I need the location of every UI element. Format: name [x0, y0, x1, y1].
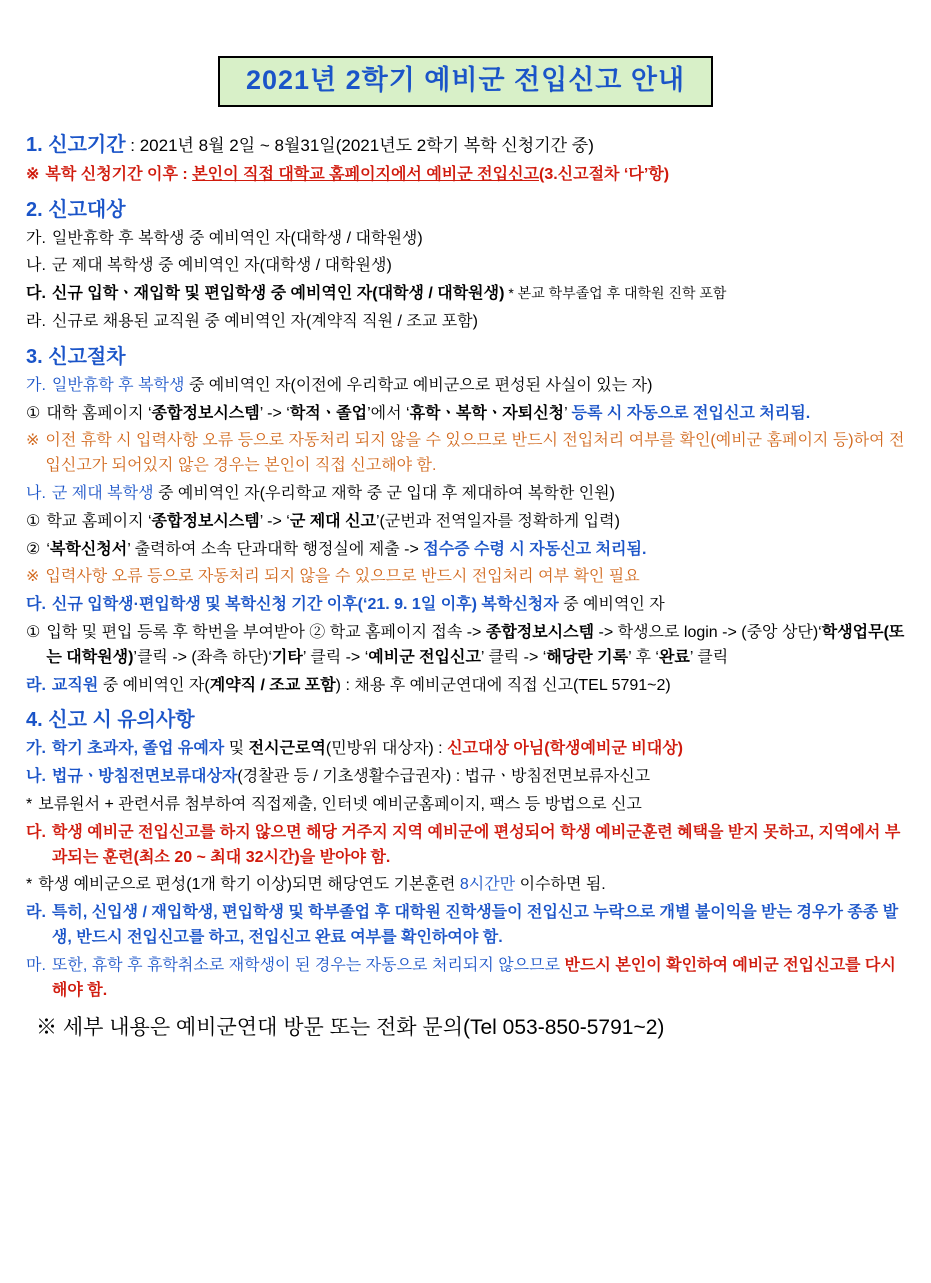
list-item [26, 254, 905, 279]
sub-item-marker: ① [26, 404, 41, 422]
text-run: 예비군 전입신고 [368, 648, 481, 666]
section-heading [26, 707, 905, 734]
text-run: ’에서 ‘ [367, 404, 410, 422]
sub-item-marker: * [26, 876, 33, 894]
section-title: 신고대상 [48, 198, 126, 221]
text-run: 학교 홈페이지 ‘ [46, 512, 152, 530]
item-marker: 다. [26, 823, 46, 841]
list-item [26, 674, 905, 699]
list-item [26, 227, 905, 252]
text-run: (3.신고절차 ‘다’항) [538, 166, 670, 184]
section-subtitle: : 2021년 8월 2일 ~ 8월31일(2021년도 2학기 복학 신청기간 중) [125, 136, 594, 156]
sub-item [26, 565, 905, 590]
sub-item-marker: ※ [26, 568, 40, 586]
text-run: 보류원서 + 관련서류 첨부하여 직접제출, 인터넷 예비군홈페이지, 팩스 등 방법으로 신고 [38, 795, 642, 813]
text-run: ’ 후 ‘ [628, 648, 659, 666]
text-run: 법규ㆍ방침전면보류대상자 [51, 768, 238, 786]
item-text [52, 227, 905, 252]
text-run: 복학신청서 [49, 540, 128, 558]
sub-item [26, 538, 905, 563]
section-number: 1. [26, 134, 49, 157]
item-text [52, 310, 905, 335]
text-run: ’ 클릭 -> ‘ [302, 648, 369, 666]
sub-item-text [38, 793, 905, 818]
item-text [52, 593, 905, 618]
section-title: 신고기간 [48, 134, 126, 157]
text-run: 기타 [271, 648, 303, 666]
section-number: 4. [26, 709, 49, 732]
text-run: 중 예비역인 자(우리학교 재학 중 군 입대 후 제대하여 복학한 인원) [153, 485, 615, 503]
list-item [26, 310, 905, 335]
text-run: 신규로 채용된 교직원 중 예비역인 자(계약직 직원 / 조교 포함) [51, 313, 478, 331]
sub-item-text [46, 402, 905, 427]
item-text [52, 374, 905, 399]
text-run: 종합정보시스템 [151, 512, 260, 530]
text-run: 해당란 기록 [546, 648, 629, 666]
text-run: 8시간만 [459, 876, 516, 894]
text-run: ’클릭 -> (좌측 하단)‘ [133, 648, 272, 666]
text-run: 학생업무(또는 대학원생) [46, 624, 905, 666]
text-run: * 본교 학부졸업 후 대학원 진학 포함 [504, 285, 727, 302]
list-item [26, 282, 905, 307]
sub-item-marker: ② [26, 540, 41, 558]
section-heading [26, 344, 905, 371]
text-run: ’(군번과 전역일자를 정확하게 입력) [375, 512, 620, 530]
section-title: 신고 시 유의사항 [48, 709, 195, 732]
sub-item [26, 510, 905, 535]
text-run: 일반휴학 후 복학생 [51, 376, 185, 394]
section-heading [26, 132, 905, 159]
sub-item-text [46, 621, 905, 671]
text-run: 완료 [658, 648, 690, 666]
text-run: 이전 휴학 시 입력사항 오류 등으로 자동처리 되지 않을 수 있으므로 반드시 전입처리 여부를 확인(예비군 홈페이지 등)하여 전입신고가 되어있지 않은 경우는 본인이 직접 신고해야 함. [45, 432, 905, 475]
item-text [52, 737, 905, 762]
sub-item-text [45, 429, 905, 479]
item-text [52, 482, 905, 507]
item-marker: 라. [26, 313, 46, 331]
text-run: 종합정보시스템 [151, 404, 260, 422]
sub-item-marker: * [26, 795, 33, 813]
text-run: 군 제대 복학생 [51, 485, 154, 503]
text-run: 입학 및 편입 등록 후 학번을 부여받아 ② 학교 홈페이지 접속 -> [46, 624, 486, 641]
item-marker: 가. [26, 229, 46, 247]
item-marker: 가. [26, 740, 46, 758]
list-item [26, 593, 905, 618]
text-run: 중 예비역인 자( [98, 676, 210, 694]
sub-item-marker: ※ [26, 432, 40, 450]
item-marker: 나. [26, 257, 46, 275]
item-marker: 마. [26, 956, 46, 974]
item-text [52, 901, 905, 951]
text-run: 접수증 수령 시 자동신고 처리됨. [423, 540, 647, 558]
sub-item [26, 793, 905, 818]
sub-item [26, 402, 905, 427]
text-run: 군 제대 복학생 중 예비역인 자(대학생 / 대학원생) [51, 257, 392, 275]
text-run: 휴학ㆍ복학ㆍ자퇴신청 [409, 404, 565, 422]
sub-item-text [46, 510, 905, 535]
text-run: 입력사항 오류 등으로 자동처리 되지 않을 수 있으므로 반드시 전입처리 여부 확인 필요 [45, 568, 640, 586]
list-item [26, 901, 905, 951]
item-marker: 다. [26, 285, 46, 303]
text-run: 일반휴학 후 복학생 중 예비역인 자(대학생 / 대학원생) [51, 229, 423, 247]
text-run: 전시근로역 [248, 740, 326, 758]
list-item [26, 954, 905, 1004]
text-run: 대학 홈페이지 ‘ [46, 404, 152, 422]
text-run: ) : 채용 후 예비군연대에 직접 신고(TEL 5791~2) [335, 676, 671, 694]
text-run: 또한, 휴학 후 휴학취소로 재학생이 된 경우는 자동으로 처리되지 않으므로 [51, 956, 565, 974]
text-run: 복학 신청기간 이후 : [45, 166, 193, 184]
sub-item [26, 429, 905, 479]
text-run: 신규 입학생·편입학생 및 복학신청 기간 이후(‘21. 9. 1일 이후) 복학신청자 [51, 596, 559, 614]
text-run: 반드시 본인이 확인하여 예비군 전입신고를 다시 해야 함. [51, 956, 896, 999]
text-run: (경찰관 등 / 기초생활수급권자) : 법규ㆍ방침전면보류자신고 [237, 768, 651, 786]
text-run: 이수하면 됨. [515, 876, 606, 894]
list-item [26, 374, 905, 399]
item-text [52, 954, 905, 1004]
text-run: 신고대상 아님(학생예비군 비대상) [447, 740, 684, 758]
text-run: 중 예비역인 자 [558, 596, 665, 614]
section-title: 신고절차 [48, 345, 126, 368]
text-run: 군 제대 신고 [289, 512, 376, 530]
text-run: -> 학생으로 login -> (중앙 상단)‘ [594, 624, 822, 641]
list-item [26, 737, 905, 762]
text-run: 및 [224, 740, 249, 758]
text-run: 계약직 / 조교 포함 [209, 676, 336, 694]
item-marker: 가. [26, 376, 46, 394]
sub-item [26, 621, 905, 671]
text-run: ’ 클릭 -> ‘ [480, 648, 547, 666]
item-text [52, 282, 905, 307]
document-body [0, 132, 931, 1043]
text-run: ’ 출력하여 소속 단과대학 행정실에 제출 -> [127, 540, 424, 558]
list-item [26, 482, 905, 507]
footer-note: ※ 세부 내용은 예비군연대 방문 또는 전화 문의(Tel 053-850-5791~2) [36, 1016, 665, 1040]
section-note [26, 162, 905, 188]
item-marker: 라. [26, 676, 46, 694]
item-text [52, 674, 905, 699]
section-number: 3. [26, 345, 49, 368]
text-run: 중 예비역인 자(이전에 우리학교 예비군으로 편성된 사실이 있는 자) [184, 376, 653, 394]
page-title: 2021년 2학기 예비군 전입신고 안내 [218, 56, 713, 107]
item-marker: 나. [26, 485, 46, 503]
item-text [52, 821, 905, 871]
sub-item-marker: ① [26, 624, 41, 641]
section-number: 2. [26, 198, 49, 221]
text-run: ’ -> ‘ [259, 404, 290, 422]
item-text [52, 765, 905, 790]
item-marker: 나. [26, 768, 46, 786]
text-run: 신규 입학ㆍ재입학 및 편입학생 중 예비역인 자(대학생 / 대학원생) [51, 285, 505, 303]
sub-item [26, 873, 905, 898]
text-run: ’ -> ‘ [259, 512, 290, 530]
text-run: 본인이 직접 대학교 홈페이지에서 예비군 전입신고 [192, 166, 539, 184]
section-heading [26, 197, 905, 224]
item-marker: 다. [26, 596, 46, 614]
sub-item-text [45, 565, 905, 590]
title-area [0, 0, 931, 123]
sub-item-text [46, 538, 905, 563]
text-run: 등록 시 자동으로 전입신고 처리됨. [571, 404, 811, 422]
text-run: 학생 예비군 전입신고를 하지 않으면 해당 거주지 지역 예비군에 편성되어 학생 예비군훈련 혜택을 받지 못하고, 지역에서 부과되는 훈련(최소 20 ~ 최대 32시간)을 받아야 함. [51, 823, 901, 866]
text-run: 학기 초과자, 졸업 유예자 [51, 740, 225, 758]
item-text [52, 254, 905, 279]
text-run: ’ 클릭 [689, 648, 729, 666]
text-run: 종합정보시스템 [485, 624, 595, 641]
item-marker: 라. [26, 904, 46, 922]
list-item [26, 765, 905, 790]
sub-item-marker: ① [26, 512, 41, 530]
text-run: 학생 예비군으로 편성(1개 학기 이상)되면 해당연도 기본훈련 [38, 876, 460, 894]
text-run: (민방위 대상자) : [325, 740, 448, 758]
list-item [26, 821, 905, 871]
text-run: ’ [564, 404, 572, 422]
text-run: ‘ [46, 540, 50, 558]
note-text [45, 162, 905, 188]
sub-item-text [38, 873, 905, 898]
text-run: 학적ㆍ졸업 [289, 404, 368, 422]
text-run: 교직원 [51, 676, 99, 694]
document-content [26, 132, 905, 1003]
note-marker: ※ [26, 166, 40, 184]
text-run: 특히, 신입생 / 재입학생, 편입학생 및 학부졸업 후 대학원 진학생들이 전입신고 누락으로 개별 불이익을 받는 경우가 종종 발생, 반드시 전입신고를 하고, 전입신고 완료 여부를 확인하여야 함. [51, 904, 899, 946]
